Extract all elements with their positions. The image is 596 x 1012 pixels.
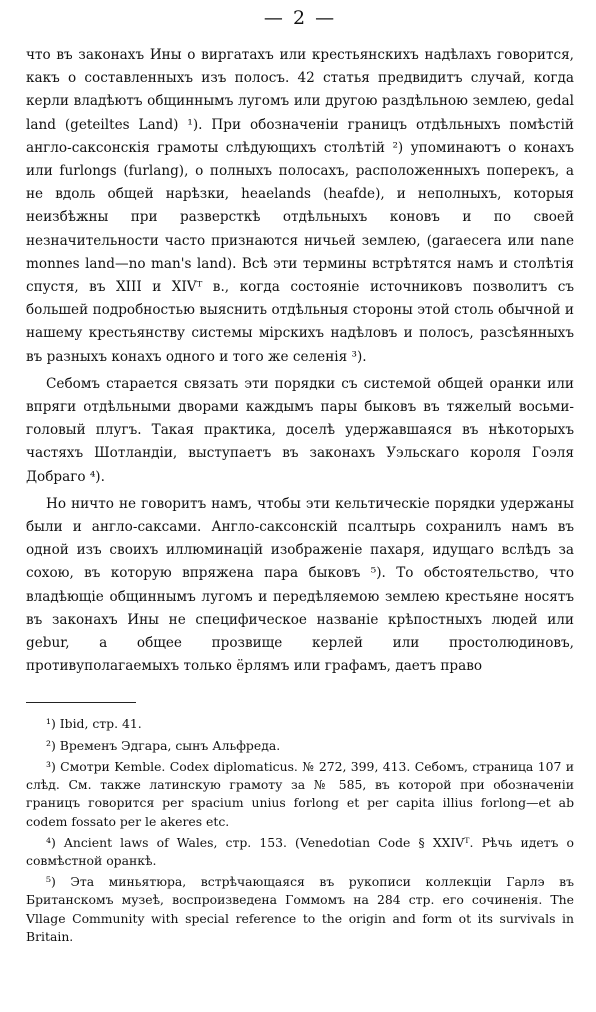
footnotes <box>26 715 574 945</box>
footnote-2: ²) Временъ Эдгара, сынъ Альфреда. <box>46 737 281 753</box>
footnote-4: ⁴) Ancient laws of Wales, стр. 153. (Venedotian Code § XXIVᵀ. Рѣчь идетъ о совмѣстной оранкѣ. <box>26 834 574 868</box>
footnote-1: ¹) Ibid, стр. 41. <box>46 716 142 732</box>
paragraph-3: Но ничто не говоритъ намъ, чтобы эти кельтическіе порядки удержаны были и англо-саксами. Англо-саксонскій псалтырь сохранилъ намъ въ одной изъ своихъ иллюминацій изображеніе пахаря, идущаго вслѣдъ за сохою, въ которую впряжена пара быковъ ⁵). То обстоятельство, что владѣющіе общиннымъ лугомъ и передѣляемою землею крестьяне носятъ въ законахъ Ины не специфическое названіе крѣпостныхъ людей или gebur, а общее прозвище керлей или простолюдиновъ, противуполагаемыхъ только ёрлямъ или графамъ, даетъ право <box>26 495 574 675</box>
footnote-3: ³) Смотри Kemble. Codex diplomaticus. № 272, 399, 413. Себомъ, страница 107 и слѣд. См. также латинскую грамоту за № 585, въ которой при обозначеніи границъ говорится per spacium unius forlong et per capita illius forlong—et ab codem fossato per le akeres etc. <box>26 758 574 829</box>
document-page <box>26 6 574 949</box>
footnote-5: ⁵) Эта миньятюра, встрѣчающаяся въ рукописи коллекціи Гарлэ въ Британскомъ музеѣ, воспроизведена Гоммомъ на 284 стр. его сочиненія. The Vllage Community with special reference to the origin and form ot its survivals in Britain. <box>26 874 574 944</box>
page-number: — 2 — <box>263 7 337 29</box>
footnote-divider <box>26 702 136 703</box>
paragraph-1: что въ законахъ Ины о виргатахъ или крестьянскихъ надѣлахъ говорится, какъ о составленныхъ изъ полосъ. 42 статья предвидитъ случай, когда керли владѣютъ общиннымъ лугомъ или другою раздѣльною землею, gedal land (geteiltes Land) ¹). При обозначеніи границъ отдѣльныхъ помѣстій англо-саксонскія грамоты слѣдующихъ столѣтій ²) упоминаютъ о конахъ или furlongs (furlang), о полныхъ полосахъ, расположенныхъ поперекъ, а не вдоль общей нарѣзки, heaelands (heafde), и неполныхъ, которыя неизбѣжны при разверсткѣ отдѣльныхъ коновъ и по своей незначительности часто признаются ничьей землею, (garaecera или nane monnes land—no man's land). Всѣ эти термины встрѣтятся намъ и столѣтія спустя, въ XIII и XIVᵀ в., когда состояніе источниковъ позволитъ съ большей подробностью выяснить отдѣльныя стороны этой столь обычной и нашему крестьянству системы мірскихъ надѣловъ и полосъ, разсѣянныхъ въ разныхъ конахъ одного и того же селенія ³). <box>26 47 574 365</box>
body-text <box>26 44 574 678</box>
paragraph-2: Себомъ старается связать эти порядки съ системой общей оранки или впряги отдѣльными дворами каждымъ пары быковъ въ тяжелый восьми-головый плугъ. Такая практика, доселѣ удержавшаяся въ нѣкоторыхъ частяхъ Шотландіи, выступаетъ въ законахъ Уэльскаго короля Гоэля Добраго ⁴). <box>26 375 574 485</box>
